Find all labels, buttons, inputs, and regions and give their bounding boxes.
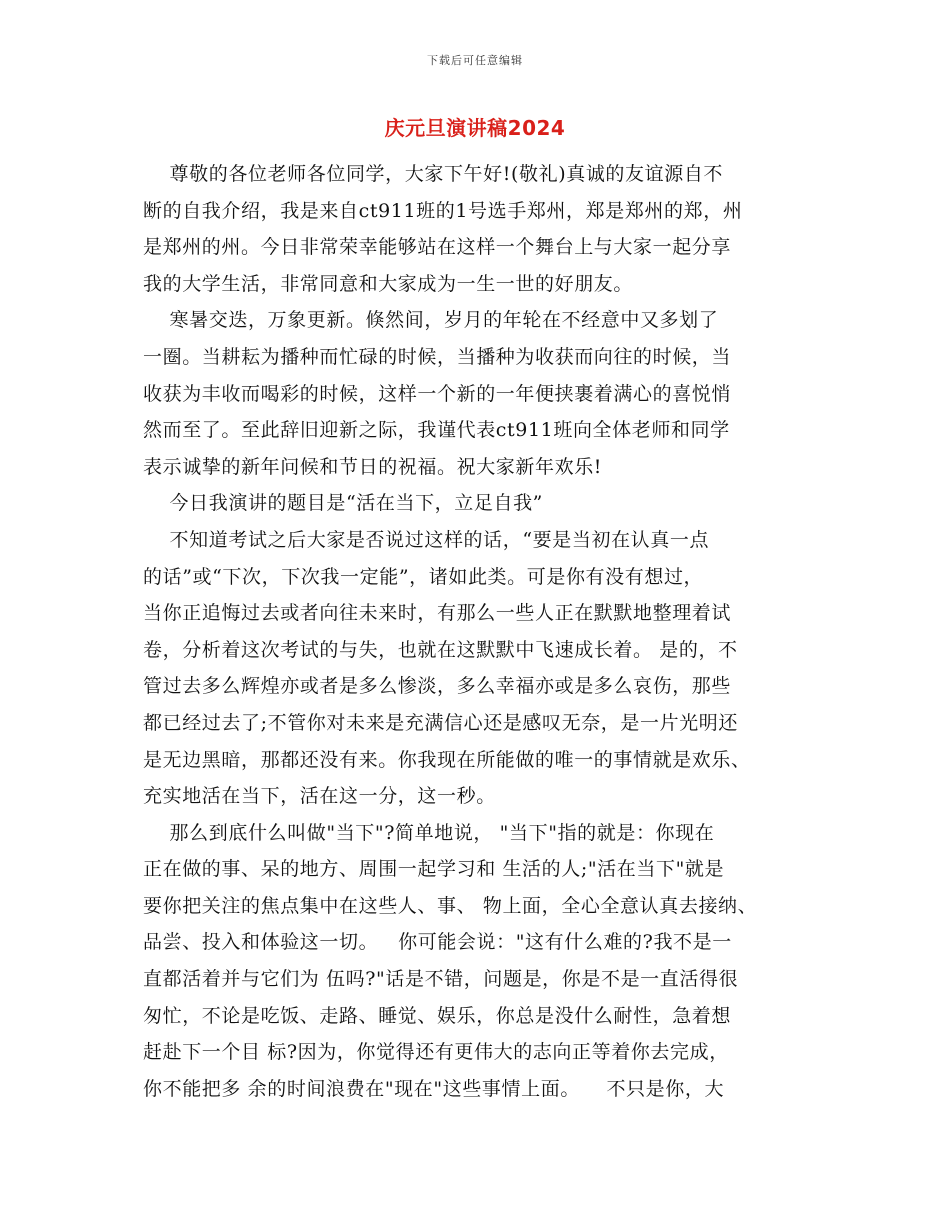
body-line: 管过去多么辉煌亦或者是多么惨淡，多么幸福亦或是多么哀伤，那些 [143,675,732,698]
body-line: 寒暑交迭，万象更新。倏然间，岁月的年轮在不经意中又多划了 [143,309,719,332]
body-line: 都已经过去了;不管你对未来是充满信心还是感叹无奈，是一片光明还 [143,711,739,734]
body-line: 然而至了。至此辞旧迎新之际，我谨代表ct911班向全体老师和同学 [143,419,730,442]
body-line: 正在做的事、呆的地方、周围一起学习和 生活的人;"活在当下"就是 [143,858,725,881]
body-line: 收获为丰收而喝彩的时候，这样一个新的一年便挟裹着满心的喜悦悄 [143,382,732,405]
body-line: 那么到底什么叫做"当下"?简单地说， "当下"指的就是：你现在 [143,821,715,844]
body-line: 当你正追悔过去或者向往未来时，有那么一些人正在默默地整理着试 [143,602,732,625]
body-line: 一圈。当耕耘为播种而忙碌的时候，当播种为收获而向往的时候，当 [143,345,732,368]
document-body [143,156,811,1107]
body-line: 要你把关注的焦点集中在这些人、事、 物上面，全心全意认真去接纳、 [143,894,758,917]
body-line: 直都活着并与它们为 伍吗?"话是不错，问题是，你是不是一直活得很 [143,968,739,991]
body-line: 是郑州的州。今日非常荣幸能够站在这样一个舞台上与大家一起分享 [143,236,732,259]
body-line: 尊敬的各位老师各位同学，大家下午好!(敬礼)真诚的友谊源自不 [143,163,724,185]
body-line: 充实地活在当下，活在这一分，这一秒。 [143,785,496,808]
body-line: 我的大学生活，非常同意和大家成为一生一世的好朋友。 [143,272,634,295]
body-line: 赶赴下一个目 标?因为，你觉得还有更伟大的志向正等着你去完成， [143,1041,729,1064]
body-line: 你不能把多 余的时间浪费在"现在"这些事情上面。 不只是你，大 [143,1077,725,1100]
page-header-note: 下载后可任意编辑 [427,54,523,67]
body-line: 品尝、投入和体验这一切。 你可能会说："这有什么难的?我不是一 [143,931,732,954]
body-line: 卷，分析着这次考试的与失，也就在这默默中飞速成长着。 是的，不 [143,638,738,661]
body-line: 表示诚挚的新年问候和节日的祝福。祝大家新年欢乐! [143,455,603,478]
body-line: 今日我演讲的题目是“活在当下，立足自我” [143,492,543,515]
body-line: 匆忙，不论是吃饭、走路、睡觉、娱乐，你总是没什么耐性，急着想 [143,1004,732,1027]
body-line: 不知道考试之后大家是否说过这样的话，“要是当初在认真一点 [143,528,710,551]
body-line: 断的自我介绍，我是来自ct911班的1号选手郑州，郑是郑州的郑，州 [143,199,743,222]
body-line: 的话”或“下次，下次我一定能”，诸如此类。可是你有没有想过， [143,565,704,588]
body-line: 是无边黑暗，那都还没有来。你我现在所能做的唯一的事情就是欢乐、 [143,748,751,771]
document-title: 庆元旦演讲稿2024 [384,116,566,140]
